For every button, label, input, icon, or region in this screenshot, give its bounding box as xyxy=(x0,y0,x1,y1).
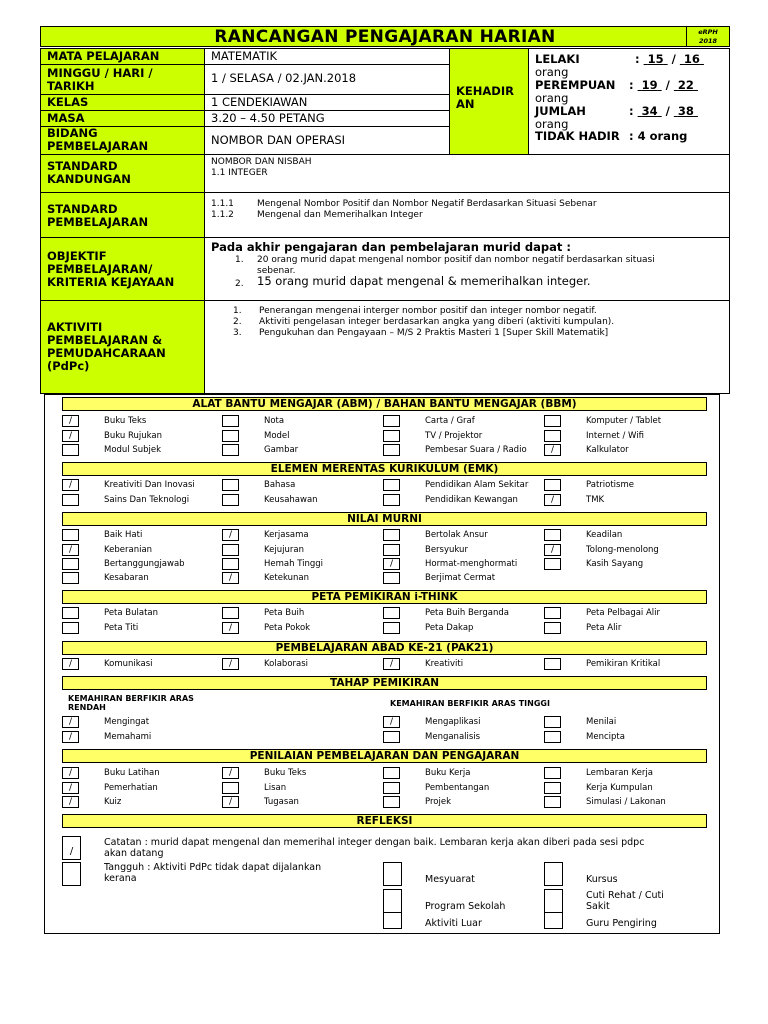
emk-item-label: Sains Dan Teknologi xyxy=(104,495,190,505)
nilai-header: NILAI MURNI xyxy=(62,512,707,526)
sk-line-1: NOMBOR DAN NISBAH xyxy=(211,157,312,167)
akt-item-text: Aktiviti pengelasan integer berdasarkan angka yang diberi (aktiviti kumpulan). xyxy=(259,317,615,327)
reason-checkbox-cuti[interactable] xyxy=(544,889,563,913)
abm-header: ALAT BANTU MENGAJAR (ABM) / BAHAN BANTU MENGAJAR (BBM) xyxy=(62,397,707,411)
penilaian-item-label: Buku Teks xyxy=(264,768,307,778)
reason-aktiviti-luar: Aktiviti Luar xyxy=(425,918,482,929)
akt-item: 3. Pengukuhan dan Pengayaan – M/S 2 Praktis Masteri 1 [Super Skill Matematik] xyxy=(233,328,609,338)
sp-item-text: Mengenal Nombor Positif dan Nombor Negatif Berdasarkan Situasi Sebenar xyxy=(257,199,597,209)
nilai-item-label: Kejujuran xyxy=(264,545,304,555)
total-label: JUMLAH xyxy=(535,104,586,118)
tahap-item-label: Menganalisis xyxy=(425,732,481,742)
nilai-item-label: Bertanggungjawab xyxy=(104,559,185,569)
reason-checkbox-aktiviti-luar[interactable] xyxy=(383,912,402,929)
abm-item-label: Buku Teks xyxy=(104,416,147,426)
penilaian-item-label: Pemerhatian xyxy=(104,783,158,793)
abm-checkbox[interactable] xyxy=(222,444,239,456)
abm-item-label: Model xyxy=(264,431,290,441)
nilai-checkbox[interactable] xyxy=(62,572,79,584)
obj-item-1: 1. xyxy=(235,255,244,265)
tahap-checkbox[interactable]: / xyxy=(62,716,79,728)
akt-label-line-4: (PdPc) xyxy=(47,359,90,373)
tahap-item-label: Mencipta xyxy=(586,732,625,742)
nilai-checkbox[interactable]: / xyxy=(383,558,400,570)
nilai-checkbox[interactable] xyxy=(222,558,239,570)
emk-item-label: Bahasa xyxy=(264,480,296,490)
catatan-line-2: akan datang xyxy=(104,848,164,859)
aktiviti-value xyxy=(205,301,730,393)
penilaian-checkbox[interactable] xyxy=(383,796,400,808)
time-value: 3.20 – 4.50 PETANG xyxy=(205,111,450,127)
catatan-checkbox[interactable]: / xyxy=(62,836,81,860)
reason-mesyuarat: Mesyuarat xyxy=(425,874,475,885)
penilaian-checkbox[interactable]: / xyxy=(62,796,79,808)
catatan-line-1: Catatan : murid dapat mengenal dan memerihal integer dengan baik. Lembaran kerja akan diberi pada sesi pdpc xyxy=(104,837,645,848)
nilai-item-label: Keadilan xyxy=(586,530,623,540)
refleksi-header: REFLEKSI xyxy=(62,814,707,828)
area-label-line-2: PEMBELAJARAN xyxy=(47,139,149,153)
female-total: 22 xyxy=(677,78,694,92)
ithink-item-label: Peta Alir xyxy=(586,623,622,633)
subject-label: MATA PELAJARAN xyxy=(41,49,205,65)
abm-item-label: TV / Projektor xyxy=(425,431,483,441)
erph-badge-year: 2018 xyxy=(698,37,718,45)
nilai-item-label: Hemah Tinggi xyxy=(264,559,324,569)
female-label: PEREMPUAN xyxy=(535,78,616,92)
reason-checkbox-program[interactable] xyxy=(383,889,402,913)
tahap-header: TAHAP PEMIKIRAN xyxy=(62,676,707,690)
ithink-checkbox[interactable] xyxy=(544,607,561,619)
nilai-item-label: Bertolak Ansur xyxy=(425,530,488,540)
nilai-item-label: Kesabaran xyxy=(104,573,149,583)
date-label-line-2: TARIKH xyxy=(47,79,95,93)
attendance-label-line-2: AN xyxy=(456,97,475,111)
date-label xyxy=(41,65,205,95)
penilaian-checkbox[interactable] xyxy=(544,767,561,779)
sp-label-line-2: PEMBELAJARAN xyxy=(47,215,149,229)
page-title: RANCANGAN PENGAJARAN HARIAN xyxy=(214,27,556,47)
abm-item-label: Komputer / Tablet xyxy=(586,416,662,426)
ithink-item-label: Peta Titi xyxy=(104,623,139,633)
nilai-checkbox[interactable] xyxy=(62,558,79,570)
akt-item: 1. Penerangan mengenai interger nombor positif dan integer nombor negatif. xyxy=(233,306,597,316)
tangguh-line-1: Tangguh : Aktiviti PdPc tidak dapat dijalankan xyxy=(104,862,322,873)
area-label xyxy=(41,127,205,155)
erph-badge-label: eRPH xyxy=(698,28,718,36)
female-count: : 19 / 22 xyxy=(629,78,694,92)
sk-label-line-2: KANDUNGAN xyxy=(47,172,131,186)
kbat-high-label: KEMAHIRAN BERFIKIR ARAS TINGGI xyxy=(390,699,550,708)
obj-item-2-text: 15 orang murid dapat mengenal & memerihalkan integer. xyxy=(257,274,591,288)
ithink-item-label: Peta Buih Berganda xyxy=(425,608,509,618)
penilaian-header: PENILAIAN PEMBELAJARAN DAN PENGAJARAN xyxy=(62,749,707,763)
attendance-panel xyxy=(529,49,730,155)
standard-kandungan-label xyxy=(41,155,205,193)
pak21-checkbox[interactable]: / xyxy=(383,658,400,670)
abm-checkbox[interactable]: / xyxy=(544,444,561,456)
title-bar xyxy=(40,26,730,47)
nilai-checkbox[interactable]: / xyxy=(62,544,79,556)
tahap-checkbox[interactable]: / xyxy=(383,716,400,728)
abm-item-label: Gambar xyxy=(264,445,299,455)
kbar-low-line-2: RENDAH xyxy=(68,703,106,712)
pak21-header: PEMBELAJARAN ABAD KE-21 (PAK21) xyxy=(62,641,707,655)
abm-checkbox[interactable]: / xyxy=(62,415,79,427)
penilaian-checkbox[interactable] xyxy=(544,782,561,794)
absent-value: : 4 orang xyxy=(629,129,688,143)
subject-value: MATEMATIK xyxy=(205,49,450,65)
nilai-item-label: Ketekunan xyxy=(264,573,309,583)
nilai-item-label: Kasih Sayang xyxy=(586,559,644,569)
reason-cuti-line-2: Sakit xyxy=(586,901,610,912)
ithink-item-label: Peta Buih xyxy=(264,608,305,618)
penilaian-item-label: Lembaran Kerja xyxy=(586,768,653,778)
objektif-value xyxy=(205,238,730,301)
tahap-checkbox[interactable]: / xyxy=(62,731,79,743)
total-present: 34 xyxy=(641,104,658,118)
total-count: : 34 / 38 xyxy=(629,104,694,118)
penilaian-checkbox[interactable] xyxy=(383,782,400,794)
akt-item: 2. Aktiviti pengelasan integer berdasarkan angka yang diberi (aktiviti kumpulan). xyxy=(233,317,615,327)
tangguh-line-2: kerana xyxy=(104,873,137,884)
akt-item-text: Pengukuhan dan Pengayaan – M/S 2 Praktis Masteri 1 [Super Skill Matematik] xyxy=(259,328,609,338)
ithink-checkbox[interactable] xyxy=(222,607,239,619)
reason-program-sekolah: Program Sekolah xyxy=(425,901,506,912)
abm-checkbox[interactable] xyxy=(544,430,561,442)
date-value: 1 / SELASA / 02.JAN.2018 xyxy=(205,65,450,95)
penilaian-checkbox[interactable] xyxy=(222,782,239,794)
standard-pembelajaran-value xyxy=(205,193,730,238)
emk-checkbox[interactable] xyxy=(383,479,400,491)
emk-item-label: Pendidikan Kewangan xyxy=(425,495,518,505)
aktiviti-label xyxy=(41,301,205,393)
abm-item-label: Pembesar Suara / Radio xyxy=(425,445,527,455)
obj-intro: Pada akhir pengajaran dan pembelajaran murid dapat : xyxy=(211,240,571,254)
erph-badge xyxy=(686,27,729,46)
sp-label-line-1: STANDARD xyxy=(47,202,118,216)
abm-item-label: Internet / Wifi xyxy=(586,431,644,441)
reason-checkbox-guru-pengiring[interactable] xyxy=(544,912,563,929)
ithink-item-label: Peta Pelbagai Alir xyxy=(586,608,661,618)
sp-item-code: 1.1.2 xyxy=(211,210,234,220)
penilaian-checkbox[interactable] xyxy=(383,767,400,779)
abm-checkbox[interactable] xyxy=(383,444,400,456)
emk-checkbox[interactable]: / xyxy=(544,494,561,506)
nilai-checkbox[interactable] xyxy=(383,529,400,541)
objektif-label xyxy=(41,238,205,301)
emk-item-label: Patriotisme xyxy=(586,480,634,490)
penilaian-item-label: Kerja Kumpulan xyxy=(586,783,653,793)
total-total: 38 xyxy=(677,104,694,118)
absent-label: TIDAK HADIR xyxy=(535,129,620,143)
sk-line-2: 1.1 INTEGER xyxy=(211,168,268,178)
nilai-checkbox[interactable] xyxy=(383,544,400,556)
emk-item-label: Kreativiti Dan Inovasi xyxy=(104,480,195,490)
akt-label-line-3: PEMUDAHCARAAN xyxy=(47,346,166,360)
ithink-checkbox[interactable] xyxy=(383,622,400,634)
pak21-item-label: Komunikasi xyxy=(104,659,153,669)
ithink-checkbox[interactable] xyxy=(62,622,79,634)
emk-checkbox[interactable] xyxy=(222,494,239,506)
ithink-item-label: Peta Dakap xyxy=(425,623,474,633)
penilaian-item-label: Kuiz xyxy=(104,797,122,807)
emk-checkbox[interactable] xyxy=(222,479,239,491)
obj-label-line-1: OBJEKTIF xyxy=(47,249,107,263)
penilaian-item-label: Tugasan xyxy=(264,797,299,807)
reason-guru-pengiring: Guru Pengiring xyxy=(586,918,657,929)
kbar-low-label xyxy=(68,694,194,712)
female-unit: orang xyxy=(535,91,569,105)
ithink-item-label: Peta Pokok xyxy=(264,623,311,633)
nilai-checkbox[interactable] xyxy=(62,529,79,541)
nilai-checkbox[interactable]: / xyxy=(222,529,239,541)
catatan-text xyxy=(104,837,644,859)
info-table xyxy=(40,48,730,394)
nilai-checkbox[interactable] xyxy=(544,529,561,541)
class-label: KELAS xyxy=(41,95,205,111)
area-label-line-1: BIDANG xyxy=(47,127,98,140)
attendance-label xyxy=(450,49,529,155)
male-present: 15 xyxy=(647,52,664,66)
penilaian-item-label: Lisan xyxy=(264,783,287,793)
tahap-item-label: Menilai xyxy=(586,717,617,727)
attendance-label-line-1: KEHADIR xyxy=(456,84,514,98)
emk-checkbox[interactable] xyxy=(62,494,79,506)
kbar-low-line-1: KEMAHIRAN BERFIKIR ARAS xyxy=(68,694,194,703)
abm-checkbox[interactable] xyxy=(383,430,400,442)
penilaian-checkbox[interactable] xyxy=(544,796,561,808)
nilai-checkbox[interactable]: / xyxy=(544,544,561,556)
class-value: 1 CENDEKIAWAN xyxy=(205,95,450,111)
obj-item-1-line-1: 20 orang murid dapat mengenal nombor positif dan nombor negatif berdasarkan situasi xyxy=(257,255,655,265)
abm-item-label: Carta / Graf xyxy=(425,416,475,426)
ithink-item-label: Peta Bulatan xyxy=(104,608,159,618)
abm-checkbox[interactable] xyxy=(544,415,561,427)
pak21-checkbox[interactable]: / xyxy=(222,658,239,670)
ithink-checkbox[interactable] xyxy=(62,607,79,619)
reason-cuti xyxy=(586,890,664,912)
total-unit: orang xyxy=(535,117,569,131)
ithink-header: PETA PEMIKIRAN i-THINK xyxy=(62,590,707,604)
emk-item-label: Pendidikan Alam Sekitar xyxy=(425,480,529,490)
akt-label-line-1: AKTIVITI xyxy=(47,320,103,334)
nilai-item-label: Hormat-menghormati xyxy=(425,559,518,569)
pak21-checkbox[interactable] xyxy=(544,658,561,670)
abm-item-label: Kalkulator xyxy=(586,445,629,455)
obj-label-line-2: PEMBELAJARAN/ xyxy=(47,262,153,276)
tangguh-text xyxy=(104,862,321,884)
abm-checkbox[interactable] xyxy=(62,444,79,456)
sk-label-line-1: STANDARD xyxy=(47,159,118,173)
date-label-line-1: MINGGU / HARI / xyxy=(47,66,153,80)
penilaian-item-label: Buku Latihan xyxy=(104,768,160,778)
penilaian-checkbox[interactable]: / xyxy=(222,767,239,779)
emk-item-label: TMK xyxy=(586,495,605,505)
nilai-item-label: Bersyukur xyxy=(425,545,468,555)
reason-cuti-line-1: Cuti Rehat / Cuti xyxy=(586,890,664,901)
akt-label-line-2: PEMBELAJARAN & xyxy=(47,333,163,347)
reason-checkbox-mesyuarat[interactable] xyxy=(383,862,402,886)
penilaian-item-label: Simulasi / Lakonan xyxy=(586,797,666,807)
nilai-checkbox[interactable] xyxy=(544,558,561,570)
penilaian-checkbox[interactable]: / xyxy=(62,767,79,779)
male-total: 16 xyxy=(683,52,700,66)
obj-item-1-line-2: sebenar. xyxy=(257,266,296,276)
pak21-item-label: Kolaborasi xyxy=(264,659,309,669)
pak21-checkbox[interactable]: / xyxy=(62,658,79,670)
female-present: 19 xyxy=(641,78,658,92)
obj-item-2: 2. xyxy=(235,279,244,289)
nilai-item-label: Keberanian xyxy=(104,545,153,555)
akt-item-text: Penerangan mengenai interger nombor positif dan integer nombor negatif. xyxy=(259,306,597,316)
ithink-checkbox[interactable] xyxy=(544,622,561,634)
reason-checkbox-kursus[interactable] xyxy=(544,862,563,886)
abm-checkbox[interactable] xyxy=(222,430,239,442)
nilai-checkbox[interactable]: / xyxy=(222,572,239,584)
tahap-checkbox[interactable] xyxy=(544,731,561,743)
nilai-checkbox[interactable] xyxy=(383,572,400,584)
nilai-item-label: Tolong-menolong xyxy=(586,545,659,555)
emk-checkbox[interactable] xyxy=(544,479,561,491)
obj-label-line-3: KRITERIA KEJAYAAN xyxy=(47,275,175,289)
time-label: MASA xyxy=(41,111,205,127)
penilaian-checkbox[interactable]: / xyxy=(222,796,239,808)
abm-checkbox[interactable] xyxy=(383,415,400,427)
sp-item-text: Mengenal dan Memerihalkan Integer xyxy=(257,210,423,220)
tahap-item-label: Mengaplikasi xyxy=(425,717,481,727)
standard-kandungan-value xyxy=(205,155,730,193)
sp-item-code: 1.1.1 xyxy=(211,199,234,209)
area-value: NOMBOR DAN OPERASI xyxy=(205,127,450,155)
sp-item xyxy=(211,210,730,221)
emk-item-label: Keusahawan xyxy=(264,495,318,505)
penilaian-item-label: Buku Kerja xyxy=(425,768,471,778)
pak21-item-label: Kreativiti xyxy=(425,659,464,669)
abm-checkbox[interactable] xyxy=(222,415,239,427)
tangguh-checkbox[interactable] xyxy=(62,862,81,886)
nilai-checkbox[interactable] xyxy=(222,544,239,556)
nilai-item-label: Baik Hati xyxy=(104,530,143,540)
nilai-item-label: Kerjasama xyxy=(264,530,309,540)
tahap-checkbox[interactable] xyxy=(544,716,561,728)
emk-header: ELEMEN MERENTAS KURIKULUM (EMK) xyxy=(62,462,707,476)
tahap-checkbox[interactable] xyxy=(383,731,400,743)
tahap-item-label: Memahami xyxy=(104,732,152,742)
sp-item xyxy=(211,199,730,210)
abm-item-label: Modul Subjek xyxy=(104,445,162,455)
reason-kursus: Kursus xyxy=(586,874,618,885)
ithink-checkbox[interactable]: / xyxy=(222,622,239,634)
nilai-item-label: Berjimat Cermat xyxy=(425,573,496,583)
abm-item-label: Nota xyxy=(264,416,285,426)
abm-item-label: Buku Rujukan xyxy=(104,431,162,441)
penilaian-item-label: Pembentangan xyxy=(425,783,490,793)
penilaian-checkbox[interactable]: / xyxy=(62,782,79,794)
emk-checkbox[interactable]: / xyxy=(62,479,79,491)
emk-checkbox[interactable] xyxy=(383,494,400,506)
pak21-item-label: Pemikiran Kritikal xyxy=(586,659,661,669)
tahap-item-label: Mengingat xyxy=(104,717,150,727)
abm-checkbox[interactable]: / xyxy=(62,430,79,442)
standard-pembelajaran-label xyxy=(41,193,205,238)
male-unit: orang xyxy=(535,65,569,79)
penilaian-item-label: Projek xyxy=(425,797,451,807)
male-count: : 15 / 16 xyxy=(635,52,700,66)
ithink-checkbox[interactable] xyxy=(383,607,400,619)
male-label: LELAKI xyxy=(535,52,580,66)
